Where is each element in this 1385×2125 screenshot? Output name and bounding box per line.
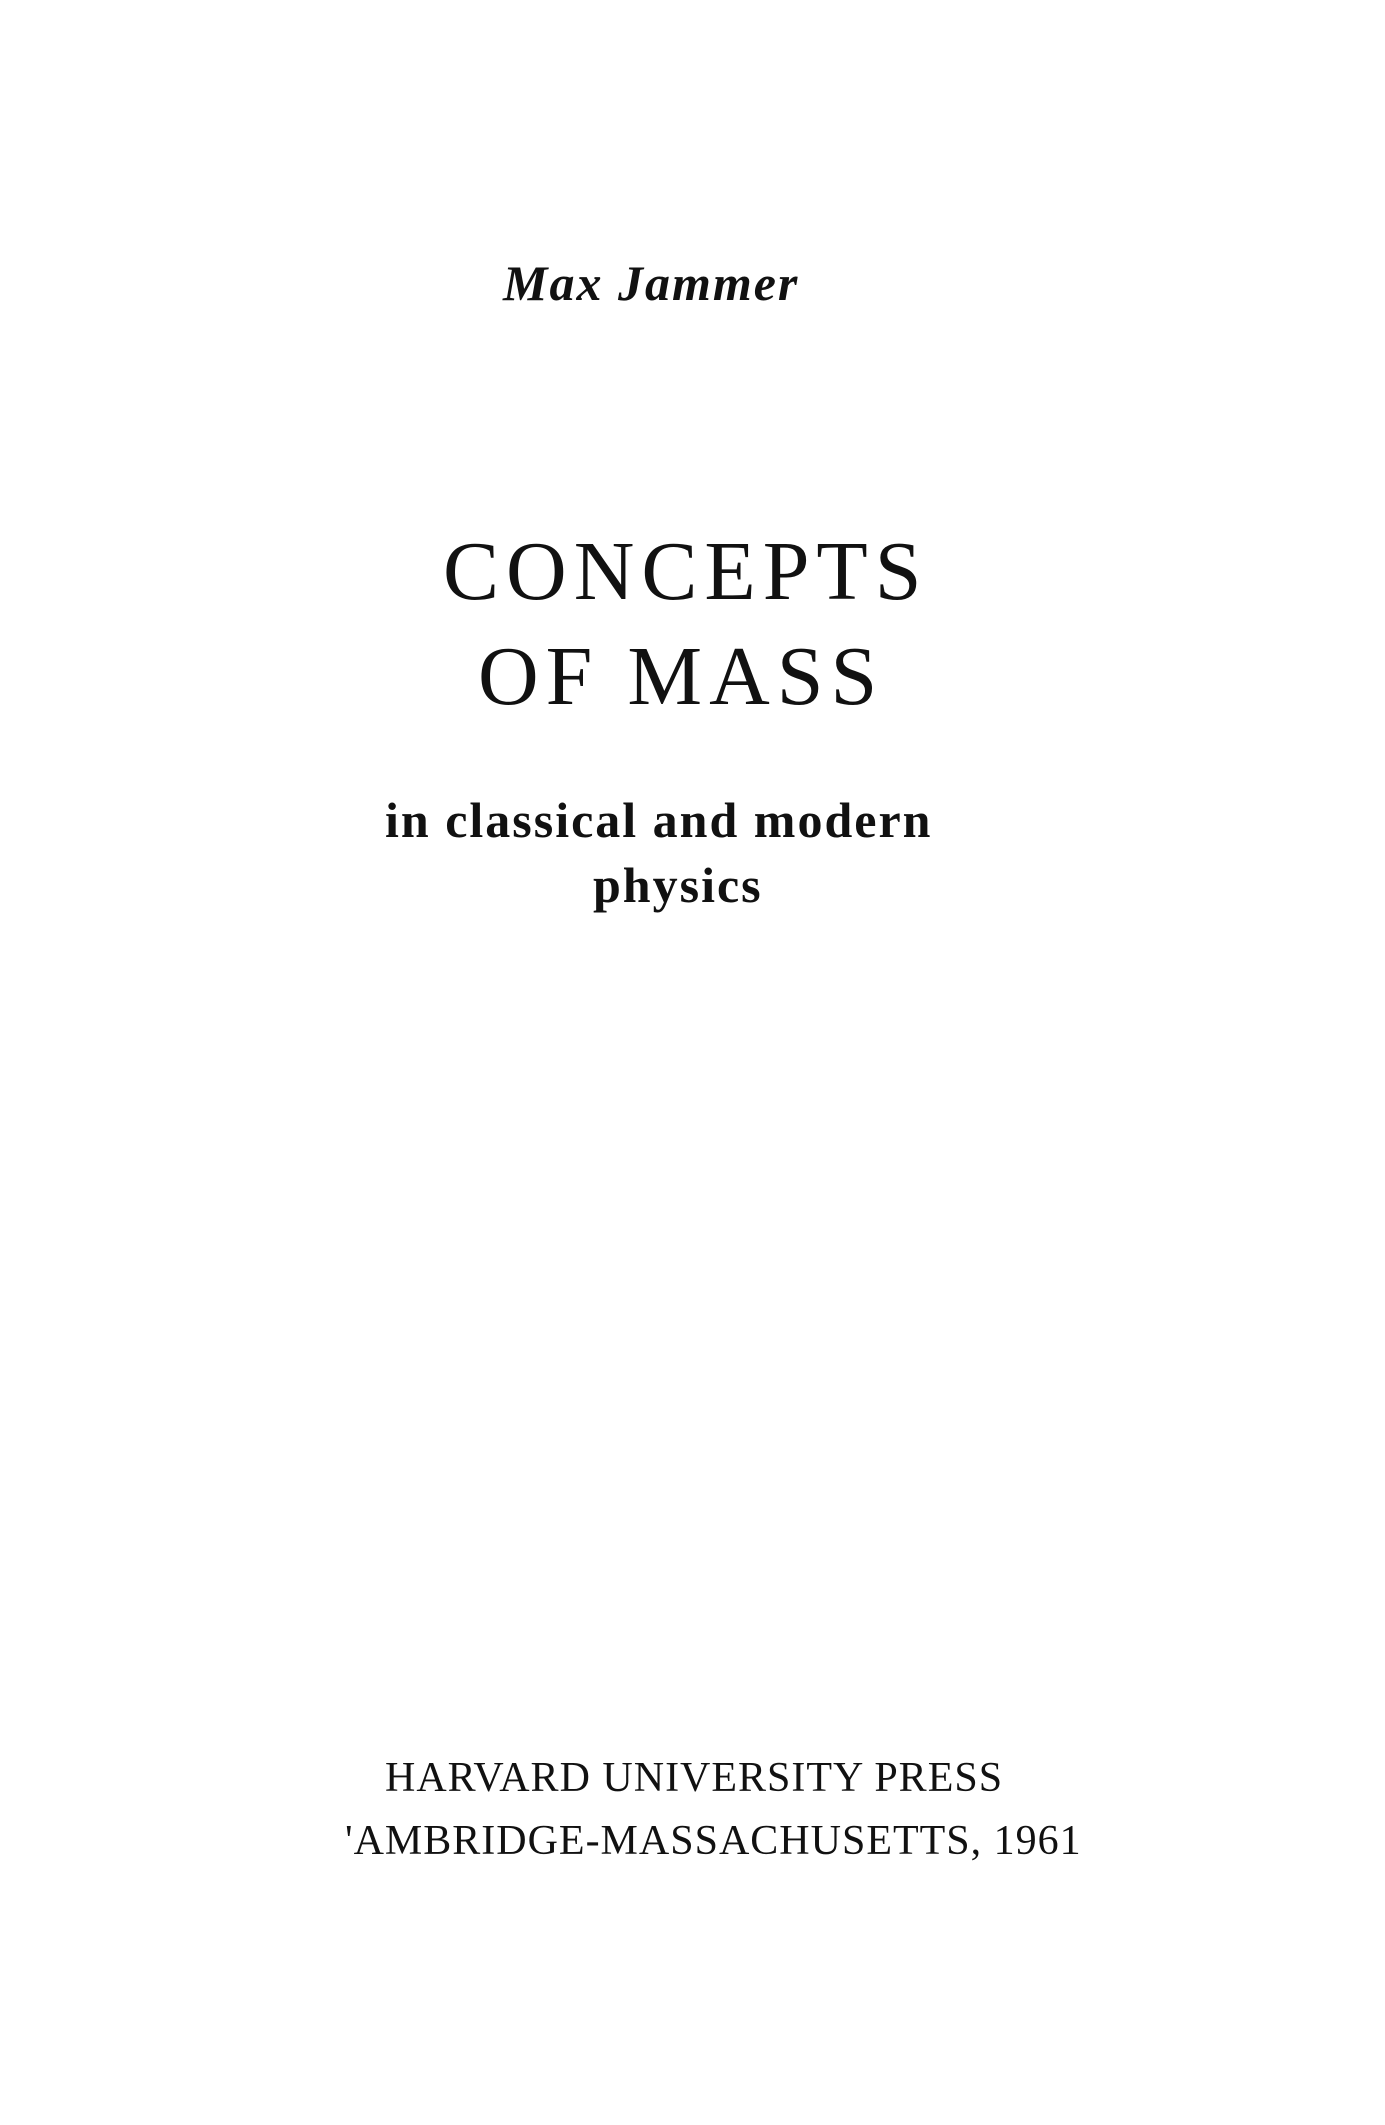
publisher-name: HARVARD UNIVERSITY PRESS	[385, 1755, 1004, 1801]
book-title-line-1: CONCEPTS	[443, 525, 929, 618]
publisher-location-year: 'AMBRIDGE-MASSACHUSETTS, 1961	[345, 1818, 1082, 1864]
book-subtitle-line-1: in classical and modern	[385, 792, 933, 848]
book-subtitle-line-2: physics	[593, 857, 763, 913]
book-title-line-2: OF MASS	[478, 630, 885, 723]
author-name: Max Jammer	[503, 255, 800, 311]
